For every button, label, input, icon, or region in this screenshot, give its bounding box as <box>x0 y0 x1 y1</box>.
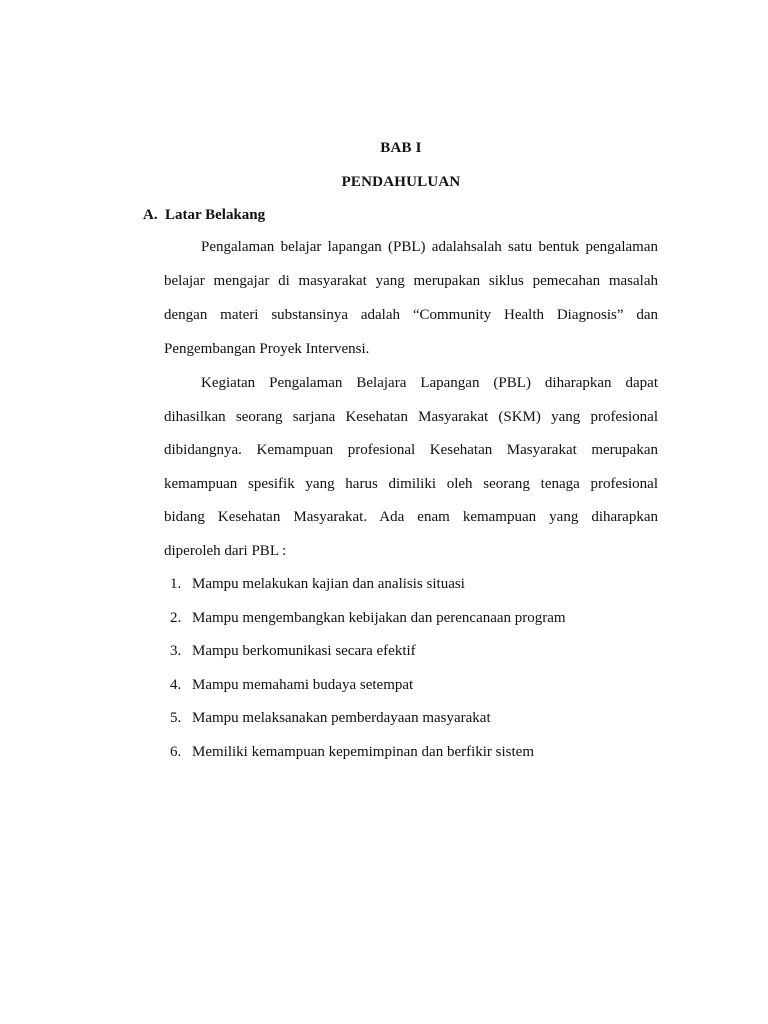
section-letter: A. <box>143 207 158 223</box>
paragraph2-line-3: dibidangnya. Kemampuan profesional Kesehatan Masyarakat merupakan <box>164 442 658 458</box>
paragraph1-line-2: belajar mengajar di masyarakat yang merupakan siklus pemecahan masalah <box>164 273 658 289</box>
list-number: 4. <box>170 677 182 693</box>
list-number: 3. <box>170 643 182 659</box>
list-text: Mampu berkomunikasi secara efektif <box>192 643 416 659</box>
list-text: Mampu melakukan kajian dan analisis situasi <box>192 576 465 592</box>
list-number: 6. <box>170 744 182 760</box>
paragraph2-line-6: diperoleh dari PBL : <box>164 543 287 559</box>
list-text: Mampu melaksanakan pemberdayaan masyarakat <box>192 710 491 726</box>
paragraph1-line-3: dengan materi substansinya adalah “Community Health Diagnosis” dan <box>164 307 658 323</box>
paragraph2-line-4: kemampuan spesifik yang harus dimiliki oleh seorang tenaga profesional <box>164 476 658 492</box>
list-item <box>170 575 465 593</box>
list-number: 5. <box>170 710 182 726</box>
chapter-number: BAB I <box>380 140 422 156</box>
list-text: Memiliki kemampuan kepemimpinan dan berfikir sistem <box>192 744 535 760</box>
section-title-text: Latar Belakang <box>165 207 266 223</box>
chapter-title: PENDAHULUAN <box>341 174 461 190</box>
list-text: Mampu mengembangkan kebijakan dan perencanaan program <box>192 610 566 626</box>
list-item <box>170 642 416 660</box>
paragraph1-line-1: Pengalaman belajar lapangan (PBL) adalahsalah satu bentuk pengalaman <box>201 239 658 255</box>
paragraph2-line-1: Kegiatan Pengalaman Belajara Lapangan (PBL) diharapkan dapat <box>201 375 658 391</box>
list-item <box>170 743 534 761</box>
list-number: 2. <box>170 610 182 626</box>
paragraph1-line-4: Pengembangan Proyek Intervensi. <box>164 341 370 357</box>
list-text: Mampu memahami budaya setempat <box>192 677 414 693</box>
paragraph2-line-2: dihasilkan seorang sarjana Kesehatan Masyarakat (SKM) yang profesional <box>164 409 658 425</box>
paragraph2-line-5: bidang Kesehatan Masyarakat. Ada enam kemampuan yang diharapkan <box>164 509 658 525</box>
list-item <box>170 609 566 627</box>
list-number: 1. <box>170 576 182 592</box>
section-heading <box>143 206 265 224</box>
list-item <box>170 709 491 727</box>
list-item <box>170 676 413 694</box>
